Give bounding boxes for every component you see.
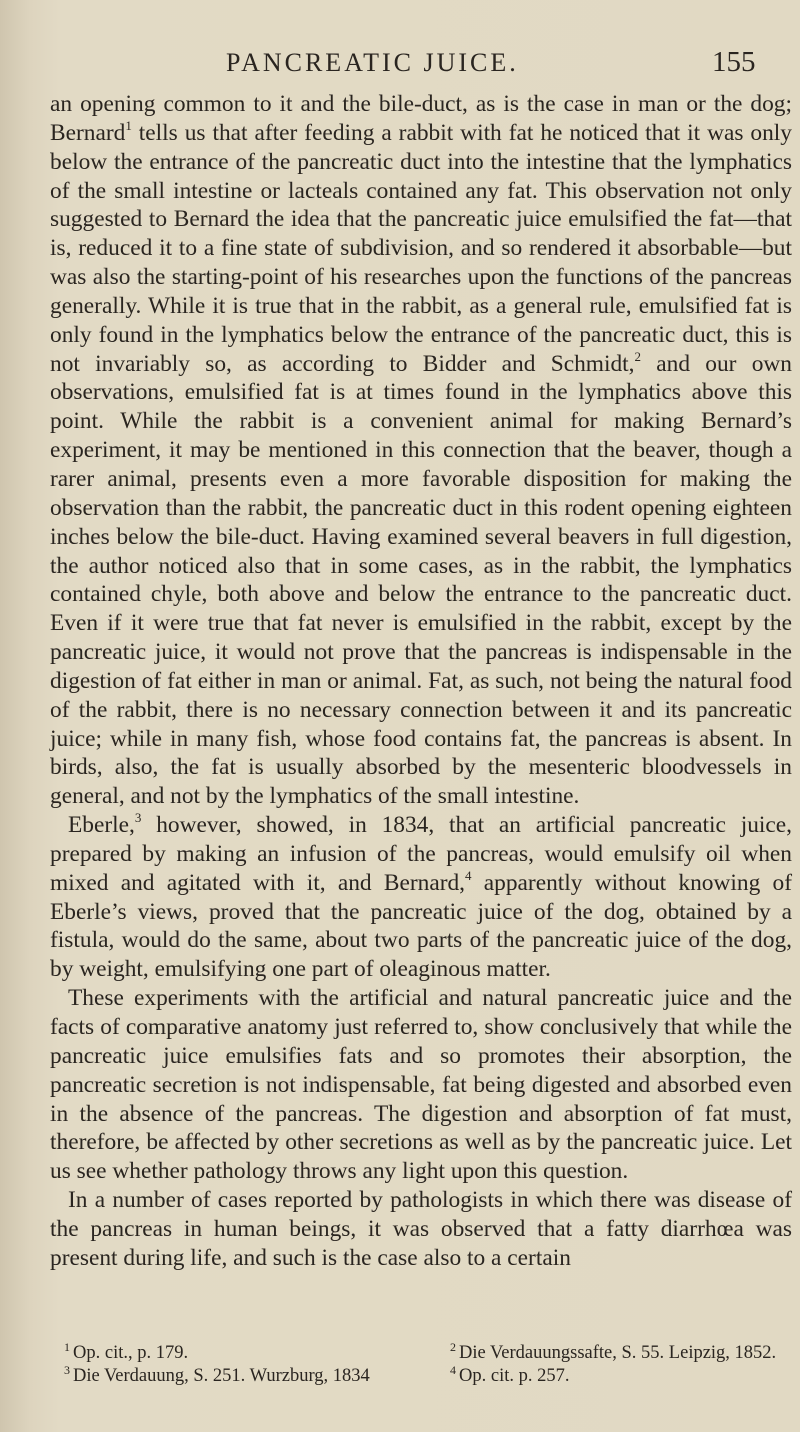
footnote: [50, 1365, 450, 1388]
body-text: [50, 90, 792, 1273]
footnote-number: 1: [64, 1340, 70, 1354]
footnote-marker: 1: [125, 117, 132, 133]
paragraph: [50, 1186, 792, 1273]
footnote-text: Op. cit. p. 257.: [459, 1366, 570, 1386]
footnote-text: Die Verdauung, S. 251. Wurzburg, 1834: [73, 1366, 370, 1386]
text-run: an opening common to it and the bile-duct, as is the case in man or the dog; Bernard: [50, 91, 792, 146]
footnotes: [50, 1342, 792, 1388]
footnote-number: 2: [450, 1340, 456, 1354]
paragraph: [50, 984, 792, 1186]
footnote-text: Die Verdauungssafte, S. 55. Leipzig, 1852.: [459, 1343, 777, 1363]
paragraph: [50, 811, 792, 984]
footnote-number: 4: [450, 1363, 456, 1377]
footnote: [450, 1365, 569, 1388]
text-run: apparently without knowing of Eberle’s views, proved that the pancreatic juice of the dog, obtained by a fistula, would do the same, about two parts of the pancreatic juice of the dog, by weight, emulsifying one part of oleaginous matter.: [50, 869, 792, 983]
page-number: 155: [712, 46, 756, 78]
page-header: [0, 44, 800, 84]
text-run: In a number of cases reported by pathologists in which there was disease of the pancreas in human beings, it was observed that a fatty diarrhœa was present during life, and such is the case also to a certain: [50, 1187, 792, 1271]
text-run: tells us that after feeding a rabbit with fat he noticed that it was only below the entrance of the pancreatic duct into the intestine that the lymphatics of the small intestine or lacteals contained any fat. This observation not only suggested to Bernard the idea that the pancreatic juice emulsified the fat—that is, reduced it to a fine state of subdivision, and so rendered it absorbable—but was also the starting-point of his researches upon the functions of the pancreas generally. While it is true that in the rabbit, as a general rule, emulsified fat is only found in the lymphatics below the entrance of the pancreatic duct, this is not invariably so, as according to Bidder and Schmidt,: [50, 119, 792, 377]
text-run: Eberle,: [68, 812, 135, 839]
text-run: however, showed, in 1834, that an artificial pancreatic juice, prepared by making an infusion of the pancreas, would emulsify oil when mixed and agitated with it, and Bernard,: [50, 812, 792, 896]
footnote: [450, 1342, 776, 1365]
running-head: PANCREATIC JUICE.: [226, 48, 519, 77]
footnote-number: 3: [64, 1363, 70, 1377]
footnote-row: [50, 1365, 792, 1388]
paragraph: [50, 90, 792, 811]
footnote-marker: 3: [134, 810, 142, 826]
footnote: [50, 1342, 450, 1365]
footnote-marker: 4: [465, 867, 472, 883]
text-run: These experiments with the artificial and natural pancreatic juice and the facts of comparative anatomy just referred to, show conclusively that while the pancreatic juice emulsifies fats and so promotes their absorption, the pancreatic secretion is not indispensable, fat being digested and absorbed even in the absence of the pancreas. The digestion and absorption of fat must, therefore, be affected by other secretions as well as by the pancreatic juice. Let us see whether pathology throws any light upon this question.: [50, 985, 792, 1185]
footnote-marker: 2: [634, 348, 642, 364]
text-run: and our own observations, emulsified fat is at times found in the lymphatics above this point. While the rabbit is a convenient animal for making Bernard’s experiment, it may be mentioned in this connection that the beaver, though a rarer animal, presents even a more favorable disposition for making the observation than the rabbit, the pancreatic duct in this rodent opening eighteen inches below the bile-duct. Having examined several beavers in full digestion, the author noticed also that in some cases, as in the rabbit, the lymphatics contained chyle, both above and below the entrance to the pancreatic duct. Even if it were true that fat never is emulsified in the rabbit, except by the pancreatic juice, it would not prove that the pancreas is indispensable in the digestion of fat either in man or animal. Fat, as such, not being the natural food of the rabbit, there is no necessary connection between it and its pancreatic juice; while in many fish, whose food contains fat, the pancreas is absent. In birds, also, the fat is usually absorbed by the mesenteric bloodvessels in general, and not by the lymphatics of the small intestine.: [50, 350, 792, 810]
footnote-text: Op. cit., p. 179.: [73, 1343, 189, 1363]
footnote-row: [50, 1342, 792, 1365]
